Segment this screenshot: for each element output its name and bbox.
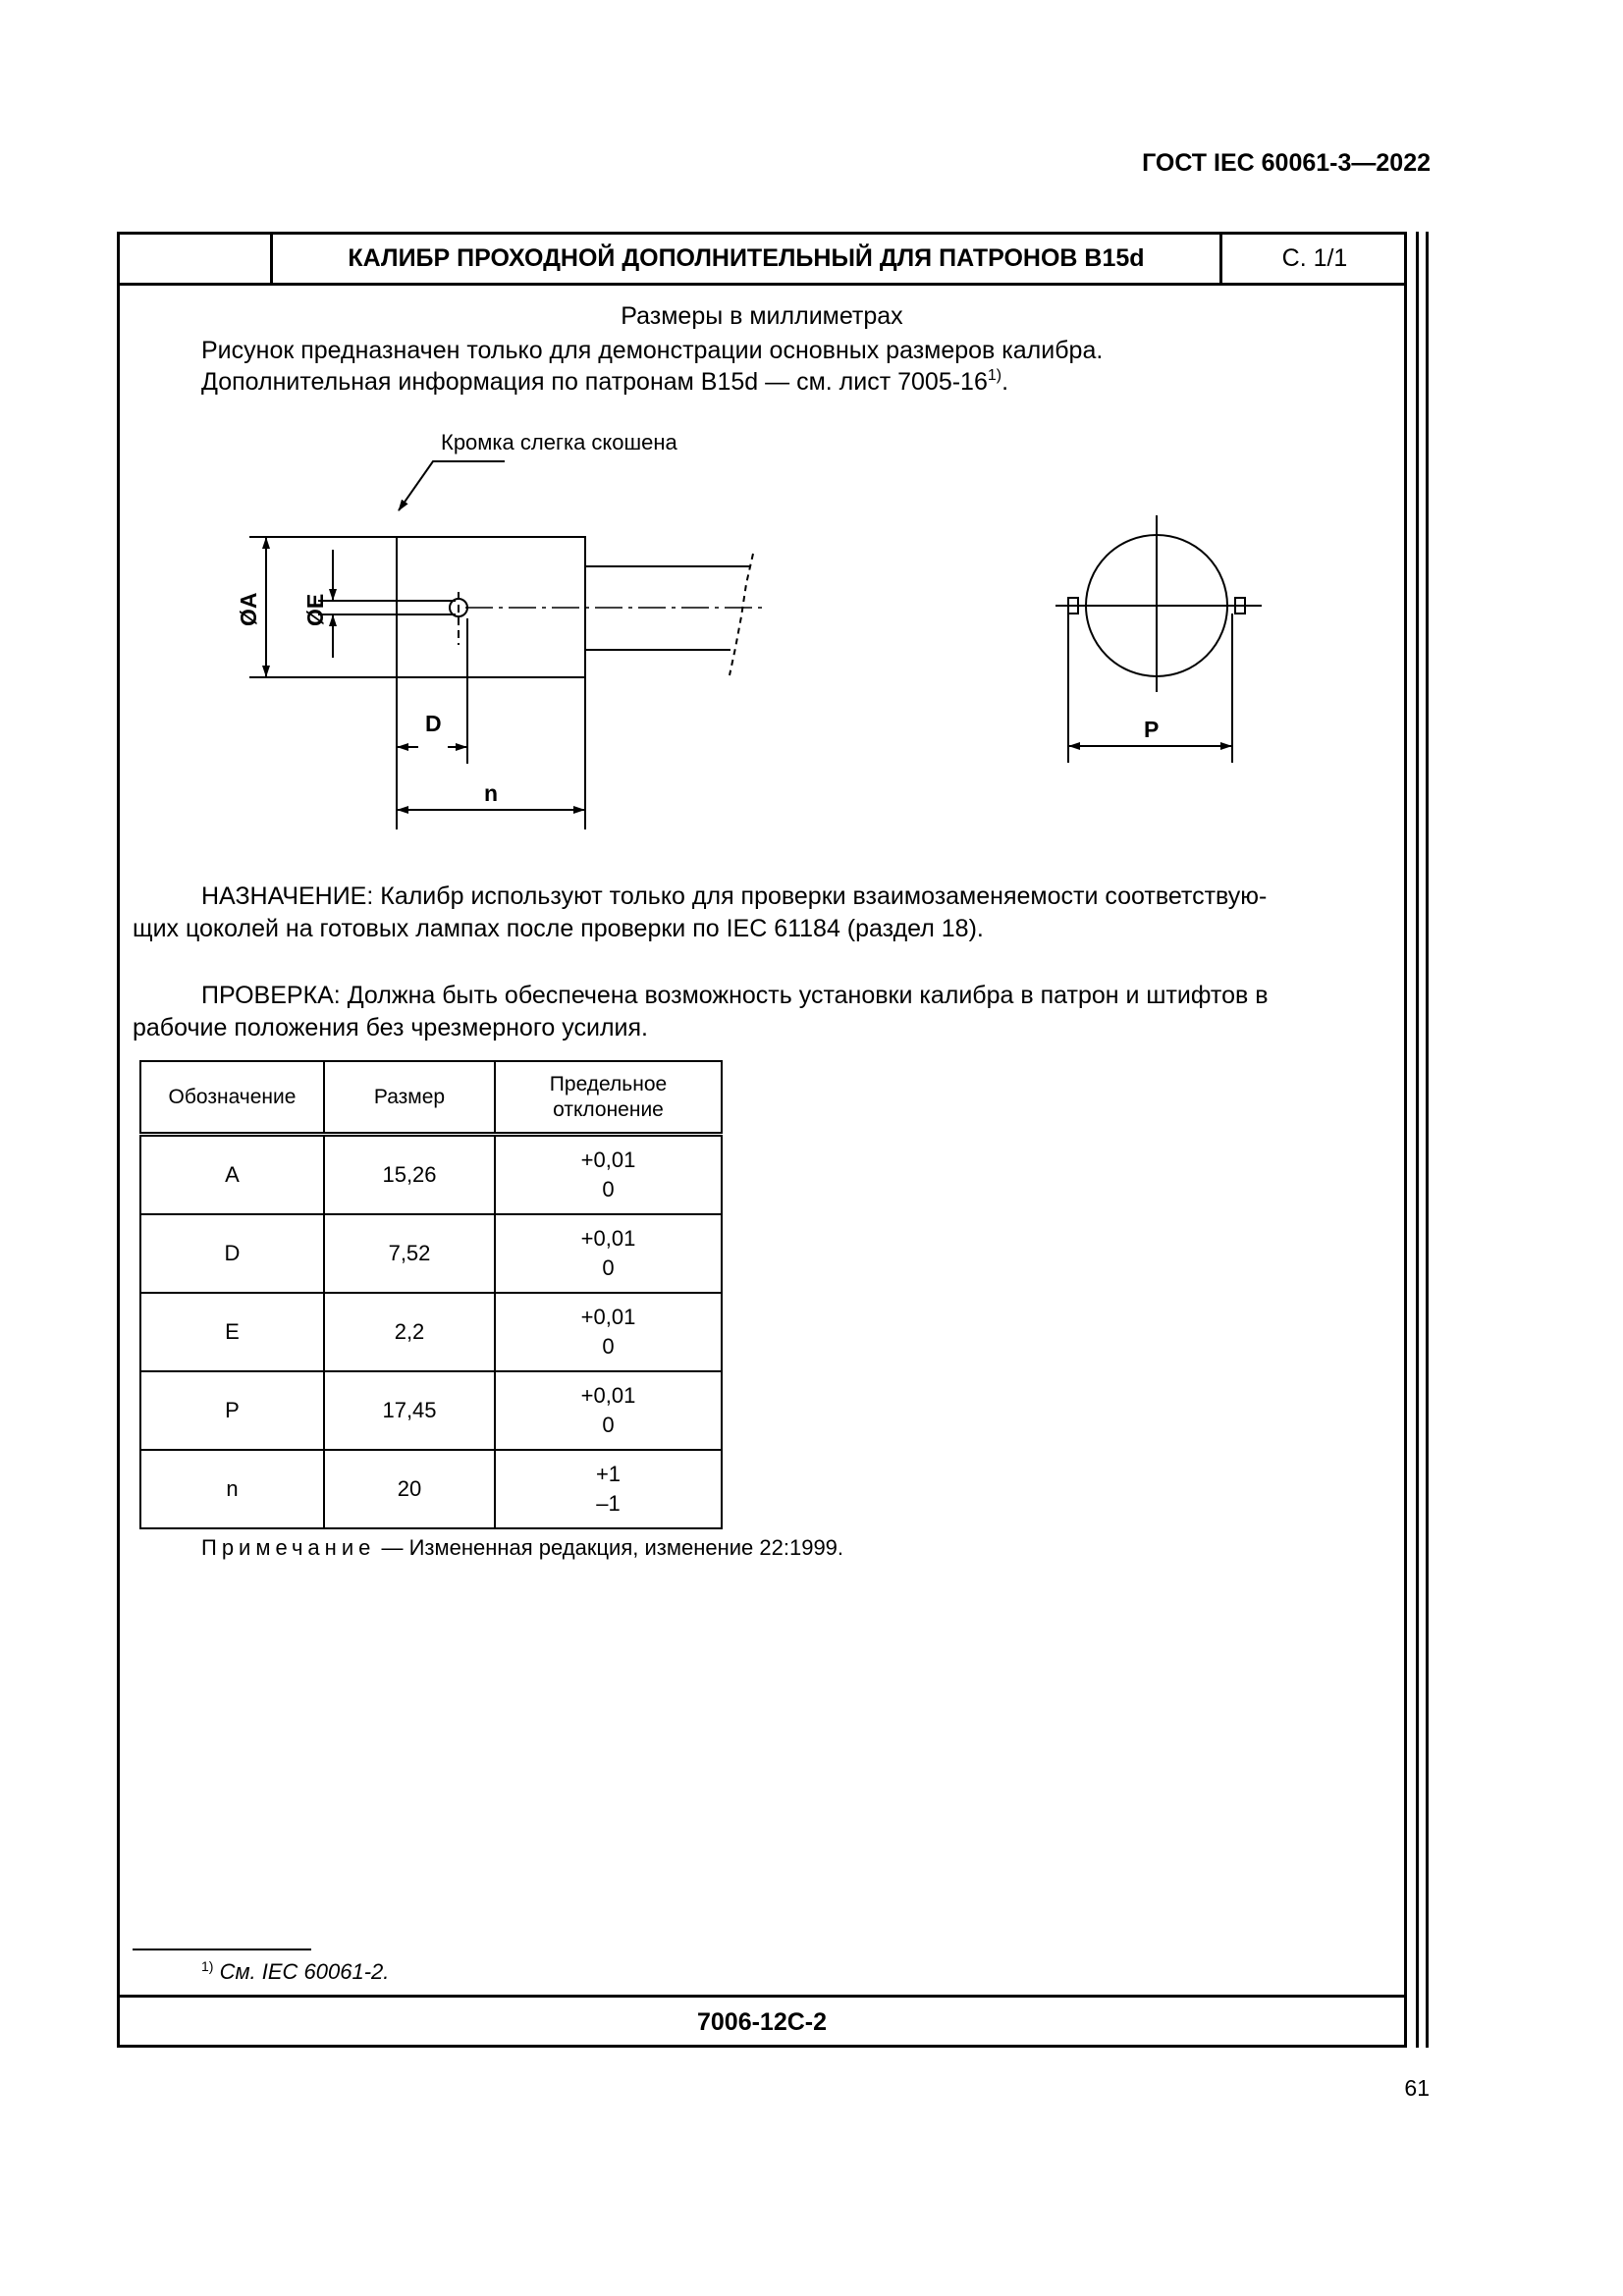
callout-label: Кромка слегка скошена: [441, 430, 677, 454]
cell-size: 7,52: [324, 1214, 495, 1293]
footnote-separator: [133, 1949, 311, 1950]
col-header-tolerance-line: отклонение: [553, 1097, 664, 1121]
cell-symbol: A: [140, 1135, 324, 1215]
cell-size: 2,2: [324, 1293, 495, 1371]
tolerance-upper: +0,01: [580, 1383, 636, 1408]
footnote: [201, 1958, 389, 1985]
check-line: ПРОВЕРКА: Должна быть обеспечена возможность установки калибра в патрон и штифтов в: [201, 982, 1269, 1009]
sheet-title: КАЛИБР ПРОХОДНОЙ ДОПОЛНИТЕЛЬНЫЙ ДЛЯ ПАТРОНОВ B15d: [348, 244, 1145, 272]
frame-side-rule: [1426, 232, 1429, 2048]
table-header-row: [140, 1061, 722, 1135]
dim-n-label: n: [484, 780, 499, 806]
table-row: [140, 1135, 722, 1215]
table-row: [140, 1371, 722, 1450]
intro-line: Рисунок предназначен только для демонстрации основных размеров калибра.: [201, 337, 1104, 364]
dimensions-table: [139, 1060, 723, 1529]
dim-E-label: ØE: [302, 593, 328, 626]
tolerance-lower: 0: [602, 1334, 615, 1359]
dim-A-label: ØA: [236, 592, 261, 626]
tolerance-lower: –1: [596, 1491, 621, 1516]
frame-side-rule: [1416, 232, 1419, 2048]
footnote-mark: 1): [201, 1958, 214, 1974]
tolerance-upper: +0,01: [580, 1148, 636, 1172]
col-header-tolerance-line: Предельное: [549, 1072, 668, 1095]
tolerance-lower: 0: [602, 1413, 615, 1437]
document-code: ГОСТ IEC 60061-3—2022: [1142, 149, 1431, 177]
cell-size: 15,26: [324, 1135, 495, 1215]
check-paragraph: [133, 980, 1394, 1044]
col-header-size: Размер: [324, 1061, 495, 1135]
intro-line: [201, 367, 1008, 397]
purpose-line: щих цоколей на готовых лампах после проверки по IEC 61184 (раздел 18).: [133, 915, 984, 942]
tolerance-upper: +1: [595, 1462, 622, 1486]
break-line: [730, 554, 753, 675]
col-header-tolerance: [495, 1061, 722, 1135]
intro-text: Дополнительная информация по патронам B15d — см. лист 7005-16: [201, 368, 988, 396]
table-row: [140, 1450, 722, 1528]
purpose-paragraph: [133, 881, 1394, 945]
cell-tolerance: [495, 1371, 722, 1450]
note-label: Примечание: [201, 1535, 376, 1560]
cell-symbol: n: [140, 1450, 324, 1528]
col-header-symbol: Обозначение: [140, 1061, 324, 1135]
cell-tolerance: [495, 1293, 722, 1371]
dim-D-label: D: [425, 711, 442, 736]
callout-leader: [399, 461, 505, 510]
page-number: 61: [1404, 2075, 1430, 2101]
cell-size: 17,45: [324, 1371, 495, 1450]
cell-symbol: E: [140, 1293, 324, 1371]
sheet-code: 7006-12C-2: [696, 2008, 828, 2036]
cell-tolerance: [495, 1214, 722, 1293]
tolerance-upper: +0,01: [580, 1305, 636, 1329]
dim-P-label: P: [1144, 717, 1160, 742]
units-note: Размеры в миллиметрах: [621, 302, 903, 330]
end-view-drawing: [1041, 506, 1286, 771]
cell-symbol: D: [140, 1214, 324, 1293]
footnote-ref: 1): [987, 367, 1002, 384]
note-text: — Измененная редакция, изменение 22:1999.: [375, 1535, 844, 1560]
cell-tolerance: [495, 1135, 722, 1215]
gauge-drawing: [117, 412, 863, 844]
table-note: [201, 1535, 843, 1561]
cell-size: 20: [324, 1450, 495, 1528]
footnote-text: См. IEC 60061-2.: [213, 1959, 390, 1984]
cell-symbol: P: [140, 1371, 324, 1450]
tolerance-lower: 0: [602, 1255, 615, 1280]
purpose-line: НАЗНАЧЕНИЕ: Калибр используют только для проверки взаимозаменяемости соответствую-: [201, 882, 1268, 910]
intro-end: .: [1001, 368, 1009, 396]
table-row: [140, 1293, 722, 1371]
check-line: рабочие положения без чрезмерного усилия.: [133, 1014, 648, 1041]
sheet-page-indicator: С. 1/1: [1281, 244, 1348, 272]
table-row: [140, 1214, 722, 1293]
tolerance-lower: 0: [602, 1177, 615, 1201]
tolerance-upper: +0,01: [580, 1226, 636, 1251]
cell-tolerance: [495, 1450, 722, 1528]
